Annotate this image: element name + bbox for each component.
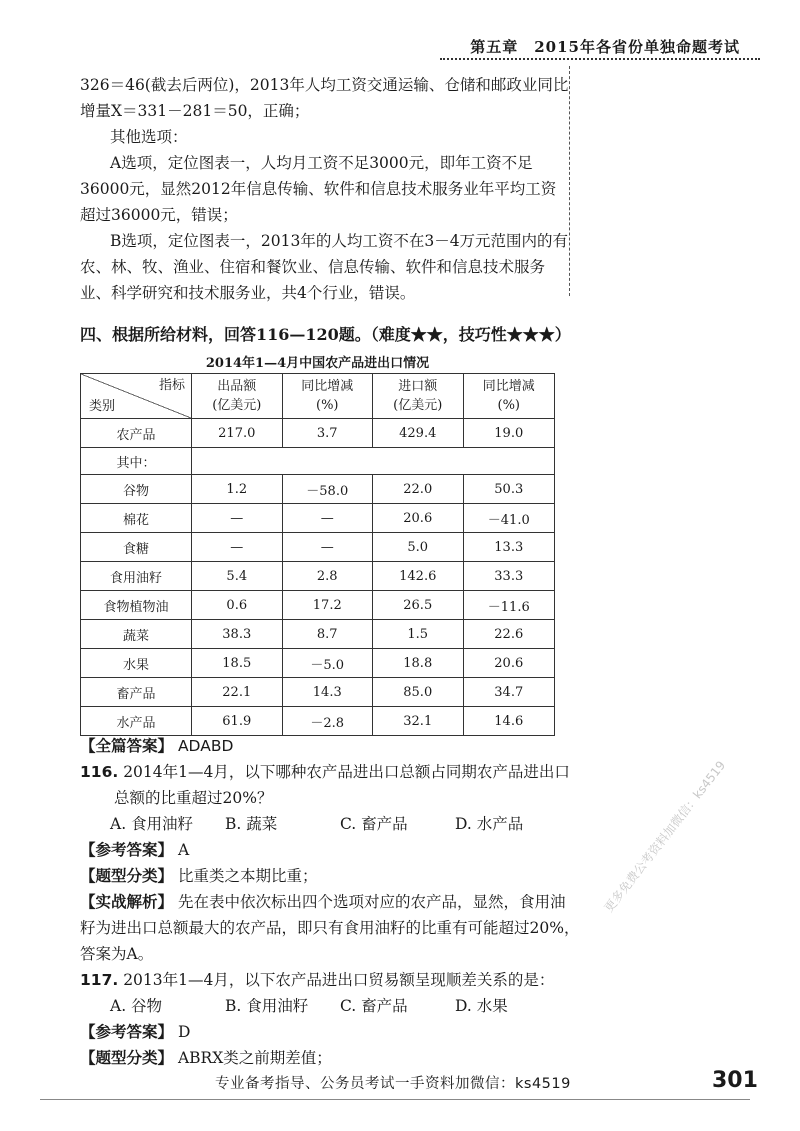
- section-title: 四、根据所给材料，回答116—120题。（难度★★，技巧性★★★）: [80, 325, 571, 344]
- q117-options: [80, 993, 580, 1019]
- header-cell: 同比增减 (%): [282, 374, 372, 419]
- q117-ref: 【参考答案】 D: [80, 1022, 191, 1041]
- intro-text: [80, 72, 570, 306]
- table-cell: －41.0: [463, 504, 554, 533]
- table-cell: 14.3: [282, 678, 372, 707]
- corner-top-label: 指标: [158, 378, 185, 393]
- footer-rule: [40, 1099, 750, 1100]
- table-row-total: [81, 419, 555, 448]
- table-cell: 1.5: [372, 620, 463, 649]
- table-cell: —: [282, 533, 372, 562]
- table-row: [81, 678, 555, 707]
- table-cell: 33.3: [463, 562, 554, 591]
- option: B. 食用油籽: [225, 997, 309, 1015]
- header-cell: 进口额 (亿美元): [372, 374, 463, 419]
- table-row: [81, 649, 555, 678]
- intro-line: 326＝46(截去后两位)，2013年人均工资交通运输、仓储和邮政业同比增量X＝331－281＝50，正确；: [80, 76, 569, 120]
- table-cell: 38.3: [192, 620, 283, 649]
- table-row: [81, 707, 555, 736]
- page-number: 301: [712, 1068, 758, 1093]
- table-cell: －11.6: [463, 591, 554, 620]
- row-name: 棉花: [81, 504, 192, 533]
- table-cell: 17.2: [282, 591, 372, 620]
- row-name: 水产品: [81, 707, 192, 736]
- table-cell: 5.0: [372, 533, 463, 562]
- table-subheader-row: [81, 448, 555, 475]
- table-row: [81, 562, 555, 591]
- table-cell: 2.8: [282, 562, 372, 591]
- row-name: 水果: [81, 649, 192, 678]
- footer-text: 专业备考指导、公务员考试一手资料加微信：ks4519: [215, 1076, 571, 1092]
- row-name: 畜产品: [81, 678, 192, 707]
- table-cell: —: [192, 504, 283, 533]
- table-cell: 32.1: [372, 707, 463, 736]
- header-cell: 出品额 (亿美元): [192, 374, 283, 419]
- option: D. 水果: [455, 997, 508, 1015]
- table-row: [81, 504, 555, 533]
- table-cell: 19.0: [463, 419, 554, 448]
- table-cell: 14.6: [463, 707, 554, 736]
- q116-stem: 116. 2014年1—4月，以下哪种农产品进出口总额占同期农产品进出口总额的比重超过20%？: [80, 763, 570, 807]
- table-cell: 0.6: [192, 591, 283, 620]
- table-cell: 217.0: [192, 419, 283, 448]
- table-cell: 20.6: [463, 649, 554, 678]
- table-row: [81, 533, 555, 562]
- table-body: [81, 475, 555, 736]
- row-name: 食用油籽: [81, 562, 192, 591]
- intro-line: 其他选项：: [110, 128, 188, 146]
- option: D. 水产品: [455, 815, 524, 833]
- header-cell: 同比增减 (%): [463, 374, 554, 419]
- q116-ref: 【参考答案】 A: [80, 840, 190, 859]
- row-name: 食糖: [81, 533, 192, 562]
- chapter-title: 第五章 2015年各省份单独命题考试: [470, 38, 740, 56]
- table-cell: 429.4: [372, 419, 463, 448]
- row-name: 食物植物油: [81, 591, 192, 620]
- row-name: 蔬菜: [81, 620, 192, 649]
- table-cell: －2.8: [282, 707, 372, 736]
- header-dotted-rule: [440, 58, 760, 60]
- table-cell: 18.5: [192, 649, 283, 678]
- corner-cell: [81, 374, 192, 419]
- table-cell: 20.6: [372, 504, 463, 533]
- table-cell: 142.6: [372, 562, 463, 591]
- subheader-empty: [192, 448, 555, 475]
- table-cell: －58.0: [282, 475, 372, 504]
- table-cell: 8.7: [282, 620, 372, 649]
- row-name: 农产品: [81, 419, 192, 448]
- intro-line: B选项，定位图表一，2013年的人均工资不在3－4万元范围内的有农、林、牧、渔业、住宿和餐饮业、信息传输、软件和信息技术服务业、科学研究和技术服务业，共4个行业，错误。: [80, 232, 569, 302]
- table-cell: 3.7: [282, 419, 372, 448]
- table-cell: 18.8: [372, 649, 463, 678]
- table-cell: 22.1: [192, 678, 283, 707]
- table-cell: 22.6: [463, 620, 554, 649]
- table-header-row: [81, 374, 555, 419]
- corner-bottom-label: 类别: [89, 399, 116, 414]
- q116-analysis: 【实战解析】 先在表中依次标出四个选项对应的农产品，显然，食用油籽为进出口总额最大的农产品，即只有食用油籽的比重有可能超过20%，答案为A。: [80, 892, 580, 963]
- page-header: [0, 0, 800, 60]
- option: A. 谷物: [110, 997, 163, 1015]
- option: C. 畜产品: [340, 997, 408, 1015]
- option: A. 食用油籽: [110, 815, 194, 833]
- table-cell: 50.3: [463, 475, 554, 504]
- table-cell: 1.2: [192, 475, 283, 504]
- table-cell: －5.0: [282, 649, 372, 678]
- table-cell: 34.7: [463, 678, 554, 707]
- option: B. 蔬菜: [225, 815, 278, 833]
- table-cell: 85.0: [372, 678, 463, 707]
- subheader-cell: 其中：: [81, 448, 192, 475]
- q117-type: 【题型分类】 ABRX类之前期差值；: [80, 1048, 332, 1067]
- watermark: 更多免费公考资料加微信：ks4519: [601, 758, 729, 915]
- table-title: 2014年1—4月中国农产品进出口情况: [205, 356, 430, 371]
- table-cell: —: [192, 533, 283, 562]
- table-cell: 61.9: [192, 707, 283, 736]
- q117-stem: 117. 2013年1—4月，以下农产品进出口贸易额呈现顺差关系的是：: [80, 971, 555, 989]
- table-cell: 22.0: [372, 475, 463, 504]
- table-cell: 5.4: [192, 562, 283, 591]
- trade-table: [80, 373, 555, 736]
- option: C. 畜产品: [340, 815, 408, 833]
- table-row: [81, 620, 555, 649]
- row-name: 谷物: [81, 475, 192, 504]
- full-answer: 【全篇答案】 ADABD: [80, 736, 234, 755]
- q116-options: [80, 811, 580, 837]
- q116-type: 【题型分类】 比重类之本期比重；: [80, 866, 318, 885]
- intro-line: A选项，定位图表一，人均月工资不足3000元，即年工资不足36000元，显然2012年信息传输、软件和信息技术服务业年平均工资超过36000元，错误；: [80, 154, 557, 224]
- table-row: [81, 591, 555, 620]
- table-cell: 13.3: [463, 533, 554, 562]
- qa-block: [80, 733, 580, 1071]
- table-cell: —: [282, 504, 372, 533]
- table-row: [81, 475, 555, 504]
- table-cell: 26.5: [372, 591, 463, 620]
